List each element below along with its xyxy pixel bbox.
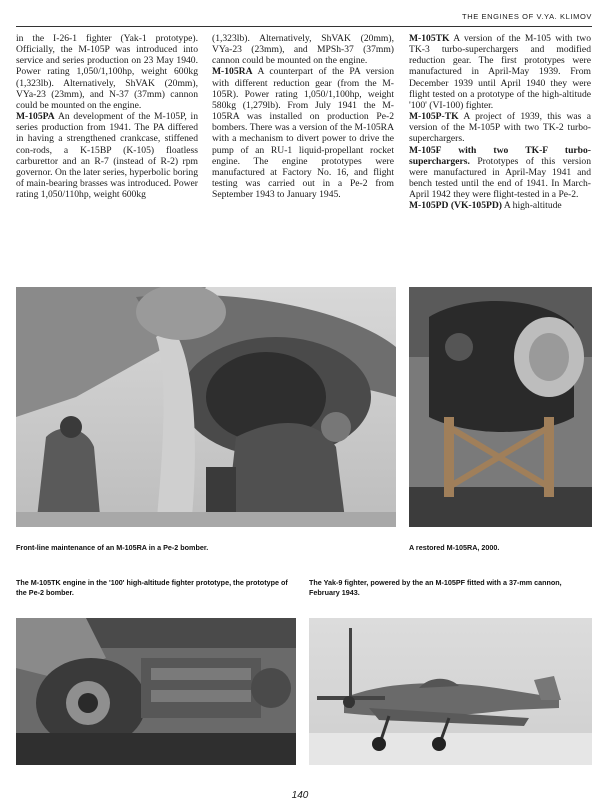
caption-m105tk-engine: The M-105TK engine in the '100' high-altitude fighter prototype, the prototype of the Pe-2 bomber. bbox=[16, 578, 288, 597]
heading-m105pd: M-105PD (VK-105PD) bbox=[409, 200, 502, 212]
header-rule bbox=[16, 26, 592, 27]
body-m105f: Prototypes of this version were manufactured in April-May 1941 and bench tested until the end of 1941. In March-April 1942 they were flight-tested in a Pe-2. bbox=[409, 155, 591, 201]
body-m105p-tk: A project of 1939, this was a version of the M-105P with two TK-2 turbo-superchargers. bbox=[409, 111, 591, 145]
photo-restored-engine bbox=[409, 287, 592, 527]
body-m105pd: A high-altitude bbox=[501, 200, 562, 212]
text-column-2 bbox=[212, 33, 394, 200]
photo-yak9-fighter bbox=[309, 618, 592, 765]
heading-m105f: M-105F with two TK-F turbo-superchargers. bbox=[409, 144, 591, 167]
paragraph: (1,323lb). Alternatively, ShVAK (20mm), VYa-23 (23mm), and MPSh-37 (37mm) cannon could be mounted on the engine. bbox=[212, 33, 394, 67]
heading-m105tk: M-105TK bbox=[409, 33, 450, 44]
text-column-1 bbox=[16, 33, 198, 200]
caption-restored-engine: A restored M-105RA, 2000. bbox=[409, 543, 500, 552]
paragraph-m105pa bbox=[16, 111, 198, 200]
caption-yak9: The Yak-9 fighter, powered by the an M-105PF fitted with a 37-mm cannon, February 1943. bbox=[309, 578, 562, 597]
paragraph-m105ra bbox=[212, 66, 394, 200]
caption-frontline-maintenance: Front-line maintenance of an M-105RA in a Pe-2 bomber. bbox=[16, 543, 209, 552]
paragraph-m105pd bbox=[409, 200, 591, 211]
running-head: THE ENGINES OF V.YA. KLIMOV bbox=[462, 12, 592, 21]
paragraph-m105p-tk bbox=[409, 111, 591, 144]
body-m105ra: A counterpart of the PA version with different reduction gear (from the M-105R). Power rating 1,050/1,100hp, weight 580kg (1,279lb). From July 1941 the M-105RA was installed on production Pe-2 bombers. There was a version of the M-105RA with a mechanism to divert power to drive the pump of an RU-1 liquid-propellant rocket engine. The engine prototypes were manufactured at Factory No. 16, and flight testing was carried out in a Pe-2 from September 1943 to January 1945. bbox=[212, 66, 394, 201]
paragraph-m105f bbox=[409, 145, 591, 201]
body-m105tk: A version of the M-105 with two TK-3 turbo-superchargers and modified reduction gear. The first prototypes were manufactured in April-May 1939. From December 1939 until April 1940 they were flight tested on a prototype of the high-altitude '100' (VI-100) fighter. bbox=[409, 33, 591, 111]
photo-m105tk-engine bbox=[16, 618, 296, 765]
body-m105pa: An development of the M-105P, in series production from 1941. The PA differed in having a strengthened crankcase, stiffened con-rods, a K-15BP (K-105) floatless carburettor and an R-7 (instead of R-2) rpm governor. On the later series, hyperbolic boring of main-bearing brasses was introduced. Power rating 1,050/110hp, weight 600kg bbox=[16, 111, 198, 201]
photo-frontline-maintenance bbox=[16, 287, 396, 527]
heading-m105ra: M-105RA bbox=[212, 66, 253, 78]
paragraph-m105tk bbox=[409, 33, 591, 111]
paragraph: in the I-26-1 fighter (Yak-1 prototype). Officially, the M-105P was introduced into service and series production on 23 May 1940. Power rating 1,050/1,100hp, weight 600kg (1,323lb). Alternatively, ShVAK (20mm), VYa-23 (23mm), and N-37 (37mm) cannon could be mounted on the engine. bbox=[16, 33, 198, 111]
heading-m105pa: M-105PA bbox=[16, 111, 55, 123]
text-column-3 bbox=[409, 33, 591, 212]
heading-m105p-tk: M-105P-TK bbox=[409, 111, 459, 123]
page-number: 140 bbox=[291, 790, 309, 801]
